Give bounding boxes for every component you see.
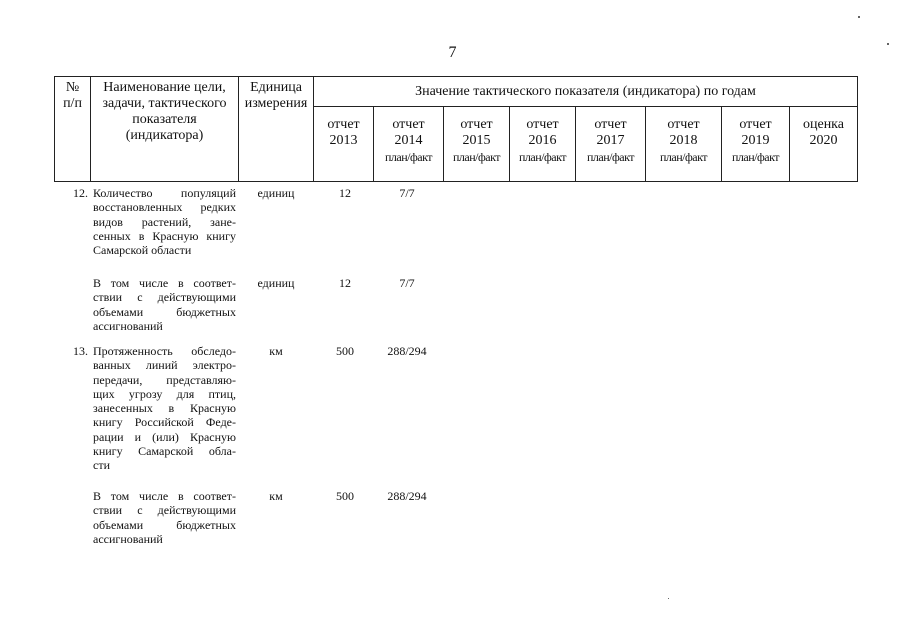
- row-indicator-name: [93, 489, 236, 546]
- row-unit: км: [269, 489, 283, 503]
- header-num-line1: №: [65, 80, 80, 95]
- indicator-name-line: занесенных в Красную: [93, 401, 236, 416]
- indicator-name-line: Самарской области: [93, 243, 192, 258]
- header-year-plan-fact: план/факт: [384, 150, 432, 164]
- row-value-2013: 12: [339, 186, 351, 200]
- header-year-value: 2016: [528, 133, 557, 148]
- indicator-name-line: восстановленных редких: [93, 200, 236, 215]
- header-year-kind: отчет: [526, 117, 559, 132]
- header-name: Наименование цели, задачи, тактического показателя (индикатора): [91, 77, 239, 182]
- row-unit: единиц: [257, 186, 295, 200]
- row-unit: единиц: [257, 276, 295, 290]
- header-year-2017: [576, 107, 646, 182]
- header-num-line2: п/п: [63, 96, 82, 111]
- scan-speck: [668, 598, 669, 599]
- header-year-value: 2017: [596, 133, 625, 148]
- table-header: [54, 76, 858, 182]
- row-indicator-name: [93, 276, 236, 333]
- scan-speck: [858, 16, 860, 18]
- indicator-name-line: объемами бюджетных: [93, 304, 236, 319]
- header-unit: Единица измерения: [239, 77, 314, 182]
- header-year-value: 2019: [741, 133, 770, 148]
- header-year-2020: [790, 107, 858, 182]
- indicator-name-line: ствии с действующими: [93, 503, 236, 518]
- row-value-2013: 500: [336, 489, 354, 503]
- indicator-name-line: ствии с действующими: [93, 290, 236, 305]
- indicator-name-line: передачи, представляю-: [93, 372, 236, 387]
- header-year-value: 2013: [329, 133, 358, 148]
- header-year-2014: [374, 107, 444, 182]
- header-year-kind: отчет: [460, 117, 493, 132]
- row-unit: км: [269, 344, 283, 358]
- header-year-value: 2015: [462, 133, 491, 148]
- indicator-name-line: ассигнований: [93, 531, 163, 546]
- header-year-value: 2014: [394, 133, 423, 148]
- header-year-value: 2018: [669, 133, 698, 148]
- page-number: 7: [448, 44, 457, 61]
- header-year-2019: [722, 107, 790, 182]
- row-value-2014: 7/7: [399, 276, 415, 290]
- row-value-2013: 12: [339, 276, 351, 290]
- header-years-caption: Значение тактического показателя (индикатора) по годам: [314, 77, 858, 107]
- indicator-name-line: В том числе в соответ-: [93, 276, 236, 290]
- header-year-kind: отчет: [739, 117, 772, 132]
- header-year-kind: оценка: [802, 117, 844, 132]
- indicator-name-line: щих угрозу для птиц,: [93, 386, 236, 401]
- indicator-name-line: книгу Самарской обла-: [93, 444, 236, 459]
- indicator-name-line: ассигнований: [93, 318, 163, 333]
- indicator-name-line: сти: [93, 458, 110, 473]
- header-year-2018: [646, 107, 722, 182]
- header-year-kind: отчет: [327, 117, 360, 132]
- header-year-plan-fact: план/факт: [518, 150, 566, 164]
- indicator-name-line: ванных линий электро-: [93, 358, 236, 373]
- indicator-name-line: объемами бюджетных: [93, 517, 236, 532]
- row-value-2014: 288/294: [387, 344, 427, 358]
- header-year-plan-fact: план/факт: [659, 150, 707, 164]
- header-year-plan-fact: план/факт: [452, 150, 500, 164]
- scan-speck: [887, 43, 889, 45]
- row-indicator-name: [93, 186, 236, 257]
- header-year-2016: [510, 107, 576, 182]
- row-number: 12.: [73, 186, 88, 200]
- header-year-kind: отчет: [594, 117, 627, 132]
- indicator-name-line: Протяженность обследо-: [93, 344, 236, 358]
- header-year-kind: отчет: [667, 117, 700, 132]
- header-year-2013: [314, 107, 374, 182]
- header-year-plan-fact: план/факт: [731, 150, 779, 164]
- header-num: [55, 77, 91, 182]
- indicator-name-line: книгу Российской Феде-: [93, 415, 236, 430]
- indicator-name-line: рации и (или) Красную: [93, 429, 236, 444]
- row-indicator-name: [93, 344, 236, 473]
- row-value-2014: 7/7: [399, 186, 415, 200]
- indicator-name-line: сенных в Красную книгу: [93, 228, 236, 243]
- row-value-2014: 288/294: [387, 489, 427, 503]
- header-year-2015: [444, 107, 510, 182]
- row-number: 13.: [73, 344, 88, 358]
- header-year-plan-fact: план/факт: [586, 150, 634, 164]
- indicator-name-line: Количество популяций: [93, 186, 236, 200]
- header-year-kind: отчет: [392, 117, 425, 132]
- indicator-name-line: видов растений, зане-: [93, 214, 236, 229]
- row-value-2013: 500: [336, 344, 354, 358]
- indicator-name-line: В том числе в соответ-: [93, 489, 236, 503]
- header-year-value: 2020: [809, 133, 838, 148]
